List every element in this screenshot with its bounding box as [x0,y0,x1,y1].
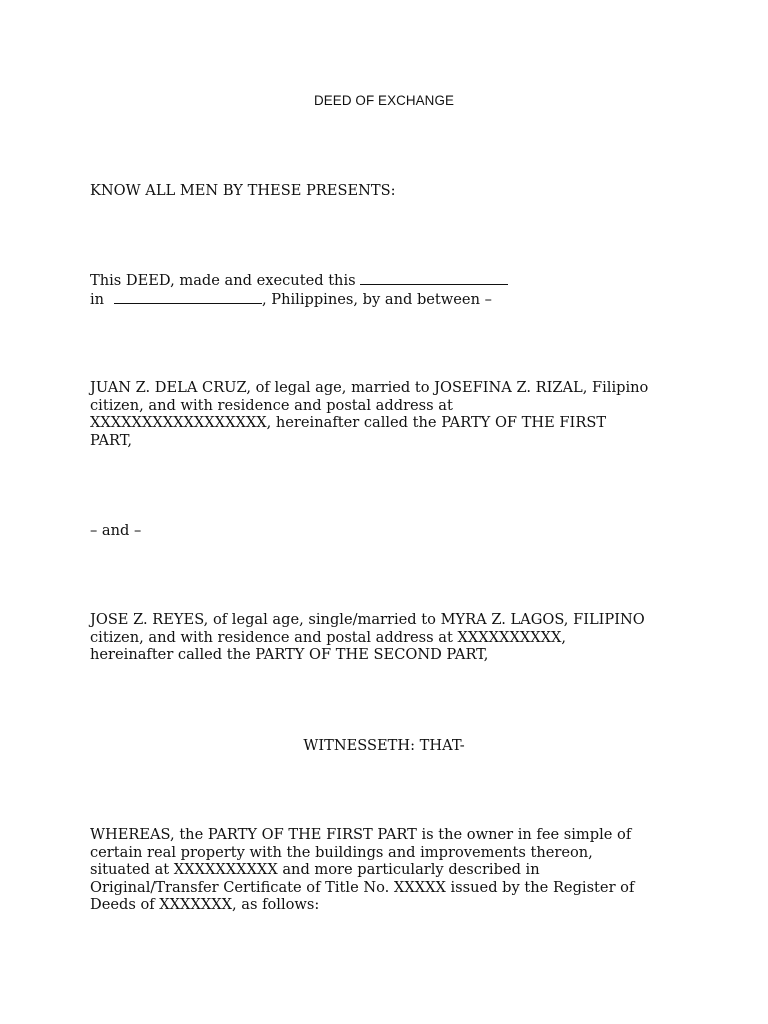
second-party-paragraph [90,611,690,664]
first-party-line: XXXXXXXXXXXXXXXXX, hereinafter called the PARTY OF THE FIRST [90,414,607,432]
whereas-line: Original/Transfer Certificate of Title No. XXXXX issued by the Register of [90,878,635,896]
witnesseth-heading: WITNESSETH: THAT- [303,737,465,754]
intro-line-2 [90,290,690,309]
second-party-line: hereinafter called the PARTY OF THE SECOND PART, [90,646,489,664]
second-party-line: JOSE Z. REYES, of legal age, single/married to MYRA Z. LAGOS, FILIPINO [90,611,645,628]
second-party-line: citizen, and with residence and postal address at XXXXXXXXXX, [90,628,567,646]
conjunction-and: – and – [90,522,142,539]
intro-text: This DEED, made and executed this [90,272,356,289]
whereas-line: WHEREAS, the PARTY OF THE FIRST PART is the owner in fee simple of [90,826,632,843]
place-blank[interactable] [114,290,262,304]
first-party-line: JUAN Z. DELA CRUZ, of legal age, married to JOSEFINA Z. RIZAL, Filipino [90,379,649,396]
first-party-line: citizen, and with residence and postal address at [90,396,453,414]
whereas-line: situated at XXXXXXXXXX and more particularly described in [90,861,540,879]
intro-suffix: , Philippines, by and between – [262,290,492,308]
first-party-paragraph [90,379,690,449]
whereas-paragraph [90,826,690,914]
whereas-line: Deeds of XXXXXXX, as follows: [90,896,320,914]
opening-statement: KNOW ALL MEN BY THESE PRESENTS: [90,182,396,199]
first-party-line: PART, [90,431,132,449]
date-blank[interactable] [360,271,508,285]
document-title: DEED OF EXCHANGE [314,93,454,108]
intro-paragraph [90,271,690,308]
whereas-line: certain real property with the buildings and improvements thereon, [90,843,593,861]
intro-in-word: in [90,290,105,308]
intro-line-1 [90,271,690,290]
